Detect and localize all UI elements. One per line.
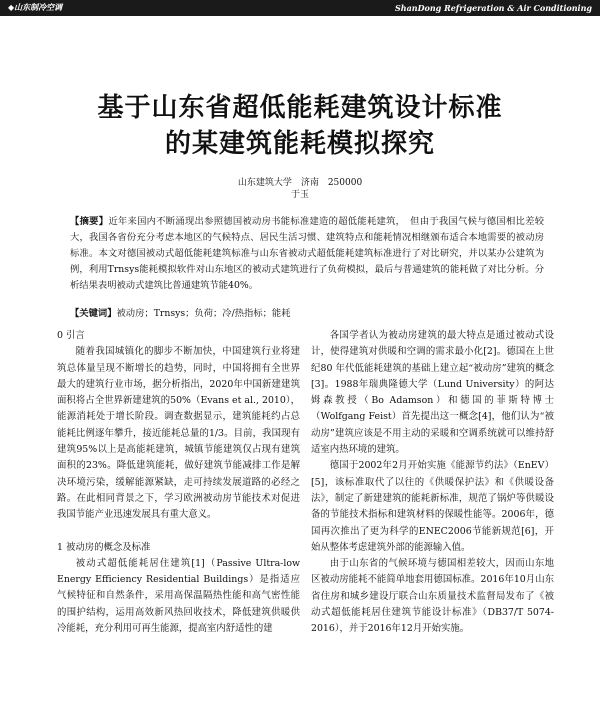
right-paragraph-3: 由于山东省的气候环境与德国相差较大，因而山东地区被动房能耗不能简单地套用德国标准。2016年10月山东省住房和城乡建设厅联合山东质量技术监督局发布了《被动式超低能耗居住建筑节能设计标准》（DB37/T 5074-2016），并于2016年12月开始实施。 [311, 558, 554, 635]
section-0-heading: 0 引言 [57, 330, 85, 341]
left-column [57, 328, 300, 637]
section-1-heading: 1 被动房的概念及标准 [57, 541, 151, 553]
right-paragraph-1: 各国学者认为被动房建筑的最大特点是通过被动式设计，使得建筑对供暖和空调的需求最小化[2]。德国在上世纪80 年代低能耗建筑的基础上建立起“被动房”建筑的概念[3]。1988年瑞典隆德大学（Lund University）的阿达姆森教授（Bo Adamson）和德国的菲斯特博士（Wolfgang Feist）首先提出这一概念[4]，他们认为“被动房”建筑应该是不用主动的采暖和空调系统就可以维持舒适室内热环境的建筑。 [311, 330, 554, 456]
section-1-paragraph: 被动式超低能耗居住建筑[1]（Passive Ultra-low Energy Efficiency Residential Buildings）是指适应气候特征和自然条件，采用高保温隔热性能和高气密性能的围护结构，运用高效新风热回收技术，降低建筑供暖供冷能耗，充分利用可再生能源，提高室内舒适性的建 [57, 557, 300, 635]
journal-header-bar [0, 0, 600, 16]
author: 于玉 [290, 190, 309, 200]
keywords-label: 【关键词】 [70, 308, 117, 319]
keywords-text: 被动房；Trnsys；负荷；冷/热指标；能耗 [116, 308, 291, 319]
abstract-label: 【摘要】 [70, 216, 109, 227]
right-paragraph-2: 德国于2002年2月开始实施《能源节约法》（EnEV）[5]，该标准取代了以往的《供暖保护法》和《供暖设备法》，制定了新建建筑的能耗新标准，规范了锅炉等供暖设备的节能技术指标和建筑材料的保暖性能等。2006年，德国再次推出了更为科学的ENEC2006节能新规范[6]，开始从整体考虑建筑外部的能源输入值。 [311, 460, 554, 553]
keywords [70, 306, 544, 322]
paper-title-line1: 基于山东省超低能耗建筑设计标准 [97, 93, 503, 123]
section-0-paragraph: 随着我国城镇化的脚步不断加快，中国建筑行业将建筑总体量呈现不断增长的趋势，同时，中国将拥有全世界最大的建筑行业市场，据分析指出，2020年中国新建建筑面积将占全世界新建建筑的50%（Evans et al., 2010），能源消耗处于增长阶段。调查数据显示，建筑能耗约占总能耗比例逐年攀升，接近能耗总量的1/3。目前，我国现有建筑95%以上是高能耗建筑，城镇节能建筑仅占现有建筑面积的23%。降低建筑能耗，做好建筑节能减排工作是解决环境污染，缓解能源紧缺，走可持续发展道路的必经之路。在此相同背景之下，学习欧洲被动房节能技术对促进我国节能产业迅速发展具有重大意义。 [57, 346, 300, 521]
right-column [311, 328, 554, 638]
paper-title [0, 90, 600, 162]
affiliation: 山东建筑大学 济南 250000 [237, 178, 363, 188]
abstract [70, 214, 544, 294]
journal-name-cn: ◆山东制冷空调 [8, 3, 63, 12]
abstract-text: 近年来国内不断涌现出参照德国被动房书能标准建造的超低能耗建筑， 但由于我国气候与德国相比差较大，我国各省份充分考虑本地区的气候特点、居民生活习惯、建筑特点和能耗情况相继颁布适合本地需要的被动房标准。本文对德国被动式超低能耗建筑标准与山东省被动式超低能耗建筑标准进行了对比研究，并以某办公建筑为例，利用Trnsys能耗模拟软件对山东地区的被动式建筑进行了负荷模拟，最后与普通建筑的能耗做了对比分析。分析结果表明被动式建筑比普通建筑节能40%。 [70, 216, 544, 291]
paper-title-line2: 的某建筑能耗模拟探究 [164, 129, 435, 159]
journal-name-en: ShanDong Refrigeration & Air Conditioning [395, 3, 592, 13]
